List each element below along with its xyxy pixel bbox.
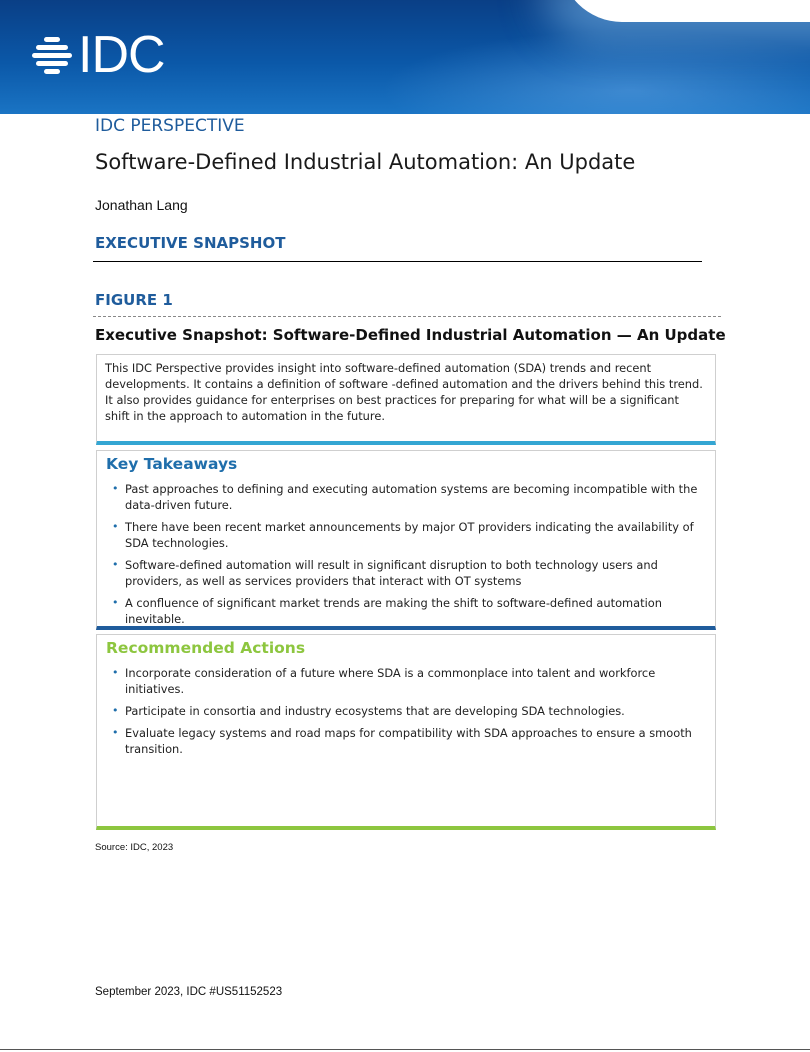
source-note: Source: IDC, 2023 — [95, 842, 174, 853]
author: Jonathan Lang — [95, 197, 188, 213]
bullet-icon: • — [112, 726, 119, 739]
banner-glow — [380, 30, 810, 114]
figure-title: Executive Snapshot: Software-Defined Industrial Automation — An Update — [95, 326, 726, 344]
recommended-actions-heading: Recommended Actions — [106, 639, 306, 657]
section-divider — [93, 261, 702, 262]
footer-divider — [0, 1049, 810, 1050]
bullet-icon: • — [112, 666, 119, 679]
list-item: • Participate in consortia and industry ecosystems that are developing SDA technologies. — [112, 704, 625, 718]
key-takeaways-list — [109, 481, 705, 633]
footer-date-id: September 2023, IDC #US51152523 — [95, 986, 283, 998]
recommended-actions-list — [109, 665, 705, 763]
figure-divider — [93, 316, 721, 317]
list-item: • A confluence of significant market trends are making the shift to software-defined automation inevitable. — [112, 596, 662, 626]
bullet-icon: • — [112, 558, 119, 571]
document-title: Software-Defined Industrial Automation: An Update — [95, 150, 636, 174]
intro-text: This IDC Perspective provides insight into software-defined automation (SDA) trends and recent developments. It contains a definition of software -defined automation and the drivers behind this trend. It also provides guidance for enterprises on best practices for preparing for what will be a significant shift in the approach to automation in the future. — [105, 361, 703, 423]
list-item: • Evaluate legacy systems and road maps for compatibility with SDA approaches to ensure a smooth transition. — [112, 726, 692, 756]
intro-box — [96, 354, 716, 445]
series-label: IDC PERSPECTIVE — [95, 116, 245, 136]
bullet-icon: • — [112, 520, 119, 533]
list-item: • There have been recent market announcements by major OT providers indicating the availability of SDA technologies. — [112, 520, 694, 550]
idc-logo — [30, 26, 165, 84]
logo-text: IDC — [78, 26, 165, 84]
key-takeaways-box — [96, 450, 716, 630]
list-item: • Past approaches to defining and executing automation systems are becoming incompatible with the data-driven future. — [112, 482, 698, 512]
globe-icon — [30, 33, 74, 77]
figure-label: FIGURE 1 — [95, 291, 173, 309]
bullet-icon: • — [112, 704, 119, 717]
recommended-actions-box — [96, 634, 716, 830]
bullet-icon: • — [112, 596, 119, 609]
banner-wave — [560, 0, 810, 22]
key-takeaways-heading: Key Takeaways — [106, 455, 238, 473]
header-banner — [0, 0, 810, 114]
section-heading: EXECUTIVE SNAPSHOT — [95, 234, 286, 252]
bullet-icon: • — [112, 482, 119, 495]
list-item: • Incorporate consideration of a future where SDA is a commonplace into talent and workforce initiatives. — [112, 666, 656, 696]
list-item: • Software-defined automation will result in significant disruption to both technology users and providers, as well as services providers that interact with OT systems — [112, 558, 658, 588]
